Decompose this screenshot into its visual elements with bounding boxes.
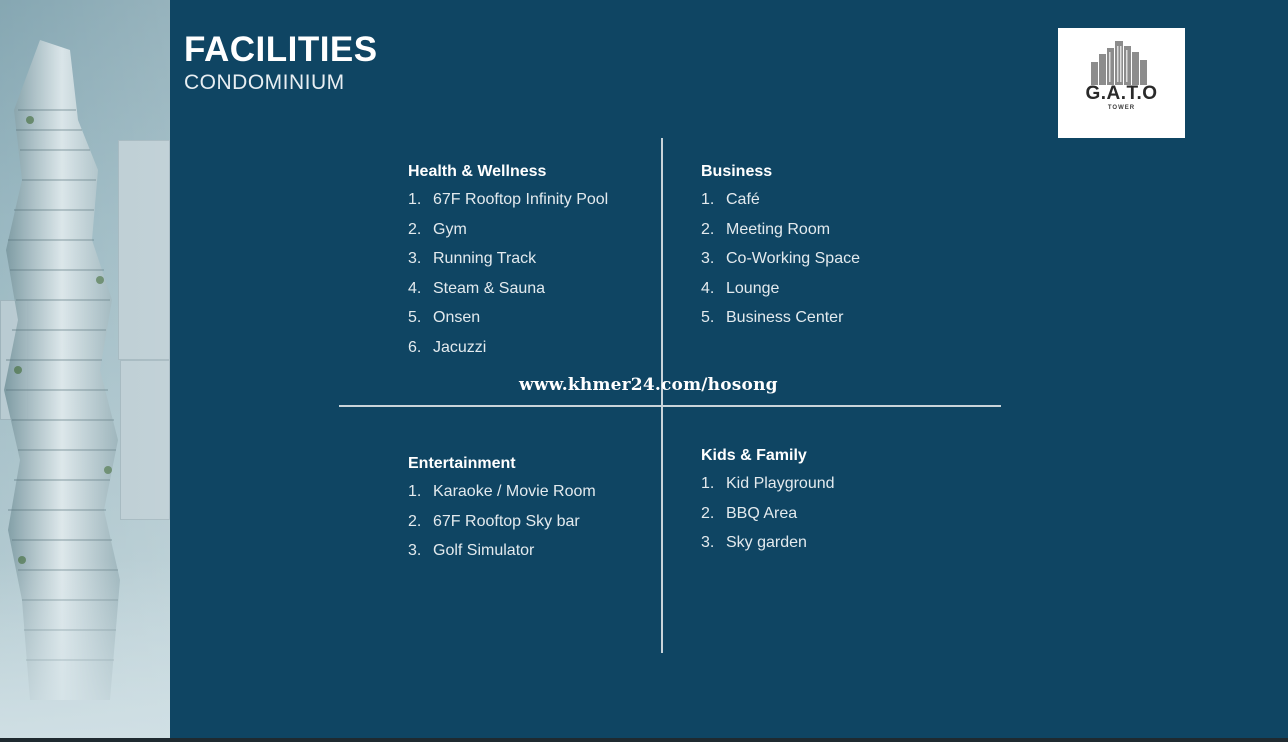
list-item: 3. Sky garden (701, 534, 807, 551)
fog-overlay (0, 558, 170, 738)
list-item: 1. Kid Playground (701, 475, 835, 492)
logo-tagline: TOWER (1107, 105, 1136, 111)
tower-photo (0, 0, 170, 738)
list-item: 4. Lounge (701, 279, 780, 297)
list-item: 5. Business Center (701, 309, 844, 326)
list-item: 3. Golf Simulator (408, 542, 535, 559)
watermark-url: www.khmer24.com/hosong (519, 375, 778, 395)
page-subtitle: CONDOMINIUM (184, 71, 345, 94)
list-item: 2. BBQ Area (701, 504, 798, 522)
section-heading: Health & Wellness (408, 163, 547, 180)
section-kids-family (701, 447, 835, 563)
gato-tower-logo (1058, 28, 1185, 138)
list-item: 6. Jacuzzi (408, 338, 487, 356)
section-health-wellness (408, 163, 608, 367)
building-skyline-icon (1083, 40, 1160, 85)
list-item: 4. Steam & Sauna (408, 279, 546, 297)
bottom-edge (0, 738, 1288, 742)
list-item: 2. Meeting Room (701, 220, 831, 238)
list-item: 2. Gym (408, 220, 467, 238)
logo-name: G.A.T.O (1085, 83, 1158, 104)
section-heading: Business (701, 163, 773, 180)
list-item: 3. Co-Working Space (701, 250, 860, 267)
section-entertainment (408, 455, 596, 571)
list-item: 5. Onsen (408, 309, 481, 326)
list-item: 1. 67F Rooftop Infinity Pool (408, 191, 609, 208)
section-heading: Kids & Family (701, 447, 807, 464)
list-item: 1. Karaoke / Movie Room (408, 483, 596, 500)
section-heading: Entertainment (408, 455, 516, 472)
list-item: 2. 67F Rooftop Sky bar (408, 512, 580, 530)
section-business (701, 163, 860, 338)
page-title: FACILITIES (184, 30, 378, 69)
vertical-divider (661, 138, 663, 653)
horizontal-divider (339, 405, 1001, 407)
list-item: 3. Running Track (408, 250, 537, 267)
list-item: 1. Café (701, 191, 760, 208)
